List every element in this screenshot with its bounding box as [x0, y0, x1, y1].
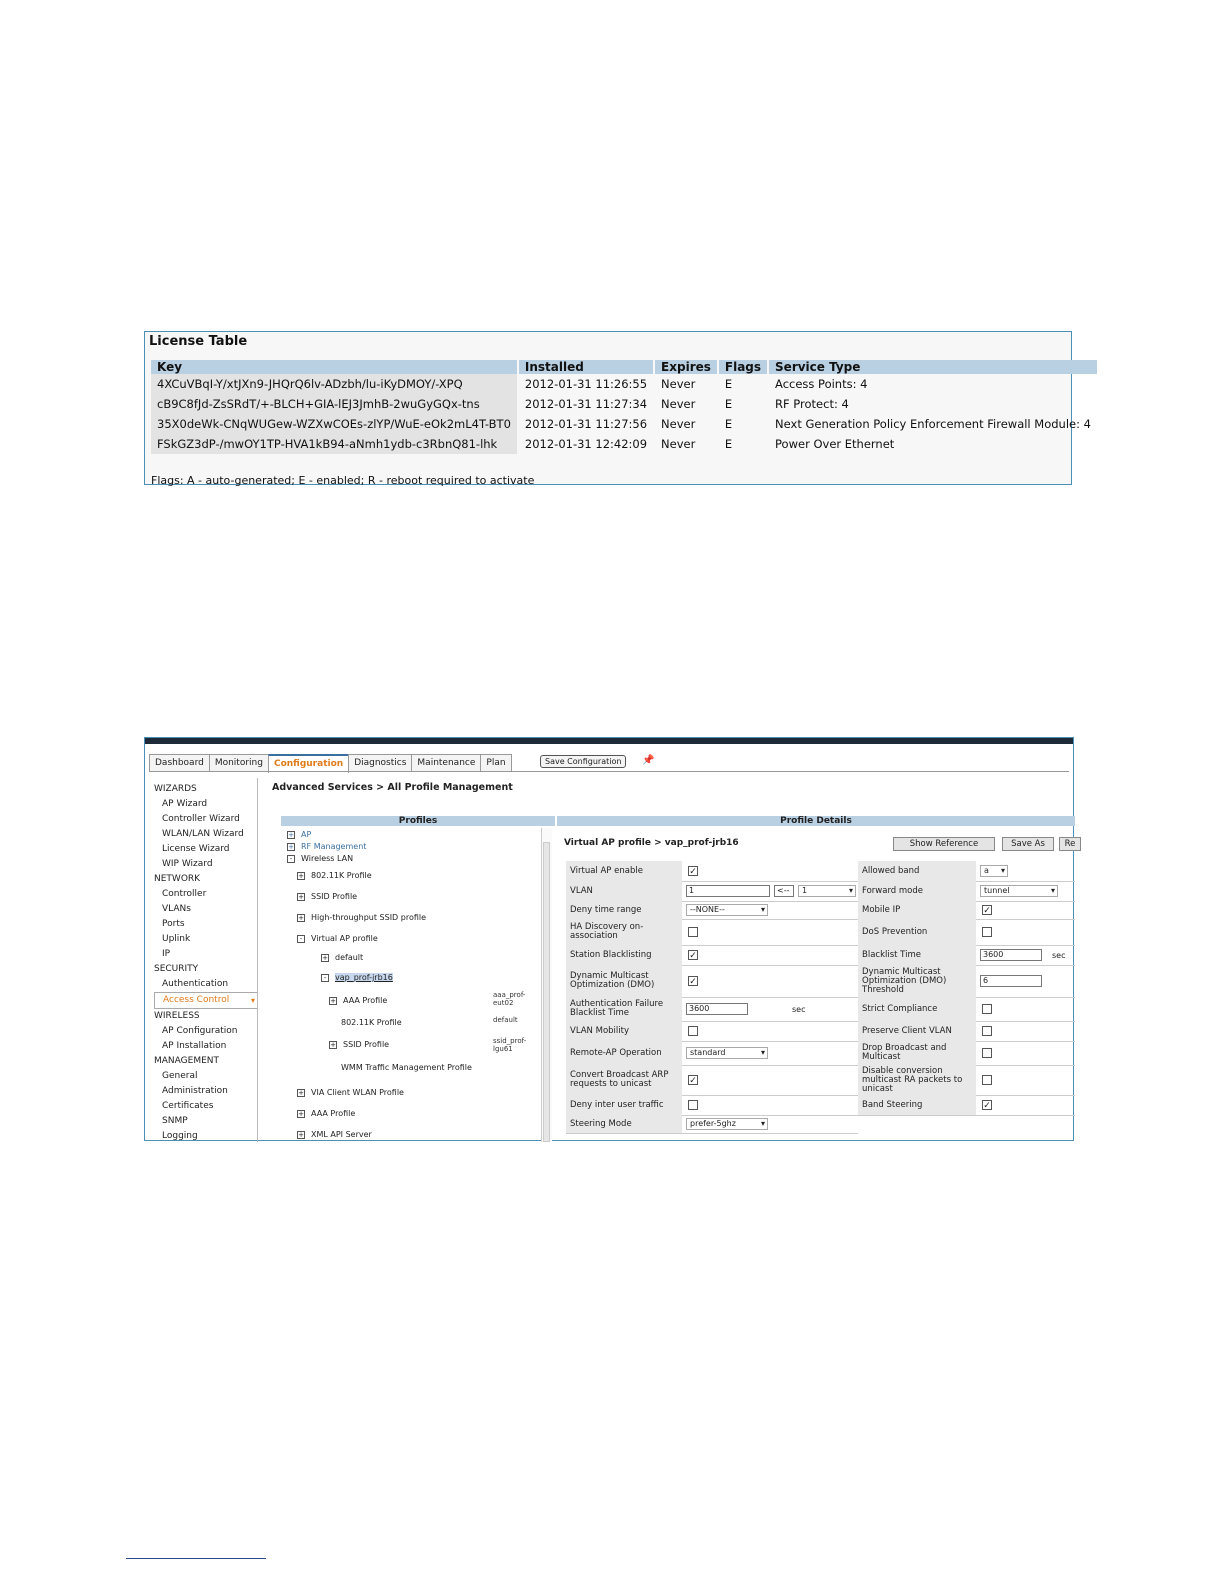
scrollbar-thumb[interactable] [543, 842, 550, 1142]
tab-diagnostics[interactable]: Diagnostics [348, 754, 412, 772]
field-row [566, 1065, 1075, 1096]
field-label: Station Blacklisting [566, 945, 682, 965]
field-value [980, 881, 1058, 901]
footnote-rule [126, 1558, 266, 1559]
sidebar-item[interactable]: Ports [162, 919, 185, 929]
field-value [980, 1095, 992, 1115]
vlan-input[interactable]: 1 [686, 885, 770, 897]
sidebar-item[interactable]: Certificates [162, 1101, 214, 1111]
expand-icon[interactable]: + [298, 913, 304, 922]
collapse-icon[interactable]: - [321, 974, 329, 982]
tree-node[interactable] [287, 830, 311, 839]
sidebar-item[interactable]: Uplink [162, 934, 191, 944]
license-cell: 2012-01-31 11:27:34 [524, 397, 648, 411]
field-label: Drop Broadcast and Multicast [858, 1041, 976, 1065]
tab-monitoring[interactable]: Monitoring [209, 754, 269, 772]
field-row [566, 1021, 1075, 1042]
sidebar-item[interactable]: WLAN/LAN Wizard [162, 829, 244, 839]
tree-node[interactable] [297, 892, 357, 901]
field-row [566, 1041, 1075, 1066]
field-value [980, 1065, 992, 1095]
sidebar-section: WIRELESS [154, 1011, 200, 1021]
field-value [686, 945, 698, 965]
license-cell: 2012-01-31 11:26:55 [524, 377, 648, 391]
field-value [686, 997, 806, 1021]
field-label: Forward mode [858, 881, 976, 901]
field-row [566, 861, 1075, 882]
license-cell: E [724, 417, 733, 431]
field-value [980, 861, 1008, 881]
checked-checkbox[interactable]: ✓ [689, 977, 697, 987]
sidebar-item[interactable]: WIP Wizard [162, 859, 213, 869]
tab-maintenance[interactable]: Maintenance [411, 754, 481, 772]
field-value [686, 1041, 768, 1065]
field-label: Deny time range [566, 901, 682, 919]
license-row [151, 434, 1097, 454]
field-value [980, 901, 992, 919]
field-label: Band Steering [858, 1095, 976, 1115]
expand-icon[interactable]: + [288, 842, 294, 851]
checkbox[interactable] [982, 1048, 992, 1058]
tree-node[interactable] [329, 1040, 389, 1049]
checkbox[interactable] [688, 1100, 698, 1110]
sidebar-nav [154, 782, 258, 1144]
license-cell: 2012-01-31 12:42:09 [524, 437, 648, 451]
reset-button[interactable]: Re [1059, 837, 1081, 851]
tree-node[interactable] [297, 1109, 355, 1118]
sidebar-item[interactable]: AP Wizard [162, 799, 208, 809]
field-label: HA Discovery on-association [566, 919, 682, 945]
text-input[interactable]: 6 [980, 975, 1042, 987]
field-row [566, 901, 1075, 920]
license-table-title: License Table [149, 334, 248, 349]
checked-checkbox[interactable]: ✓ [983, 1101, 991, 1111]
field-value [980, 945, 1066, 965]
sidebar-item[interactable]: Authentication [162, 979, 229, 989]
tree-node-label: SSID Profile [311, 892, 358, 901]
license-cell: cB9C8fJd-ZsSRdT/+-BLCH+GIA-lEJ3JmhB-2wuGyGQx-tns [151, 394, 517, 414]
tree-node-value: aaa_prof-eut02 [493, 991, 526, 1007]
license-cell: Access Points: 4 [775, 377, 868, 391]
sidebar-item[interactable]: IP [162, 949, 171, 959]
field-value [686, 965, 698, 997]
pin-icon[interactable]: 📌 [642, 755, 655, 766]
sidebar-item[interactable]: License Wizard [162, 844, 230, 854]
license-cell: Power Over Ethernet [775, 437, 895, 451]
save-as-button[interactable]: Save As [1002, 837, 1054, 851]
expand-icon[interactable]: + [288, 830, 294, 839]
field-value [686, 1021, 698, 1041]
field-label: Deny inter user traffic [566, 1095, 682, 1115]
license-cell: Next Generation Policy Enforcement Firewall Module: 4 [775, 417, 1091, 431]
license-col-header: Service Type [769, 360, 1097, 374]
field-row [566, 1095, 1075, 1116]
license-col-header: Flags [719, 360, 767, 374]
tree-node-label: AAA Profile [311, 1109, 356, 1118]
field-value [980, 919, 992, 945]
field-label: Mobile IP [858, 901, 976, 919]
tree-node[interactable] [297, 1130, 372, 1139]
field-row [566, 881, 1075, 902]
checkbox[interactable] [982, 1004, 992, 1014]
field-label: Blacklist Time [858, 945, 976, 965]
top-bar [145, 738, 1073, 744]
sidebar-item[interactable]: AP Configuration [162, 1026, 238, 1036]
field-row [566, 1115, 858, 1134]
field-label: VLAN [566, 881, 682, 901]
sidebar-item[interactable]: AP Installation [162, 1041, 227, 1051]
field-label: Steering Mode [566, 1115, 682, 1133]
tree-node[interactable] [287, 854, 353, 863]
checkbox[interactable] [982, 1026, 992, 1036]
tree-node-label: VIA Client WLAN Profile [311, 1088, 404, 1097]
field-label: Disable conversion multicast RA packets to unicast [858, 1065, 976, 1095]
field-value [980, 1041, 992, 1065]
checked-checkbox[interactable]: ✓ [689, 1076, 697, 1086]
license-cell: 35X0deWk-CNqWUGew-WZXwCOEs-zlYP/WuE-eOk2mL4T-BT0 [151, 414, 517, 434]
checkbox[interactable] [982, 927, 992, 937]
save-configuration-button[interactable]: Save Configuration [540, 755, 626, 768]
field-value [686, 901, 768, 919]
field-row [566, 965, 1075, 998]
flags-note: Flags: A - auto-generated; E - enabled; R - reboot required to activate [151, 474, 535, 487]
tree-node[interactable] [321, 953, 363, 962]
collapse-icon[interactable]: - [297, 935, 305, 943]
dropdown-select[interactable]: --NONE-- ▾ [686, 904, 768, 916]
sidebar-divider [257, 778, 258, 1142]
expand-icon[interactable]: + [330, 996, 336, 1005]
expand-icon[interactable]: + [298, 1109, 304, 1118]
profile-tree [281, 828, 539, 1142]
dropdown-select[interactable]: prefer-5ghz ▾ [686, 1118, 768, 1130]
field-label: VLAN Mobility [566, 1021, 682, 1041]
field-value [686, 1115, 768, 1133]
tab-configuration[interactable]: Configuration [268, 754, 349, 773]
dropdown-select[interactable]: standard ▾ [686, 1047, 768, 1059]
field-label: DoS Prevention [858, 919, 976, 945]
sidebar-item[interactable]: Controller Wizard [162, 814, 240, 824]
tree-node-label: SSID Profile [343, 1040, 390, 1049]
license-cell: Never [661, 377, 696, 391]
unit-label: sec [792, 1004, 806, 1014]
field-value [686, 881, 856, 901]
tree-node-value: default [493, 1016, 518, 1024]
tree-node-label: 802.11K Profile [311, 871, 372, 880]
sidebar-section: WIZARDS [154, 784, 197, 794]
unit-label: sec [1052, 950, 1066, 960]
sidebar-item[interactable]: Access Control ▾ [154, 992, 258, 1009]
tab-dashboard[interactable]: Dashboard [149, 754, 210, 772]
tree-node-label: 802.11K Profile [341, 1018, 402, 1027]
field-label: Remote-AP Operation [566, 1041, 682, 1065]
license-cell: Never [661, 417, 696, 431]
license-cell: 4XCuVBqI-Y/xtJXn9-JHQrQ6lv-ADzbh/lu-iKyDMOY/-XPQ [151, 374, 517, 394]
license-col-header: Key [151, 360, 517, 374]
field-value [686, 1065, 698, 1095]
tree-scrollbar[interactable] [541, 828, 552, 1142]
tree-node-value: ssid_prof-lgu61 [493, 1037, 527, 1053]
vlan-select[interactable]: 1 ▾ [798, 885, 856, 897]
license-table [149, 360, 1099, 454]
license-row [151, 374, 1097, 394]
tree-node[interactable] [297, 934, 378, 943]
tree-node[interactable] [297, 1088, 404, 1097]
license-cell: Never [661, 437, 696, 451]
tab-divider [149, 771, 1069, 772]
field-value [980, 1021, 992, 1041]
tree-node-label: WMM Traffic Management Profile [341, 1063, 472, 1072]
expand-icon[interactable]: + [322, 953, 328, 962]
collapse-icon[interactable]: - [287, 855, 295, 863]
expand-icon[interactable]: + [330, 1040, 336, 1049]
checked-checkbox[interactable]: ✓ [689, 951, 697, 961]
field-label: Dynamic Multicast Optimization (DMO) Threshold [858, 965, 976, 997]
license-cell: Never [661, 397, 696, 411]
vlan-arrow-button[interactable]: <-- [774, 885, 794, 897]
sidebar-item[interactable]: SNMP [162, 1116, 188, 1126]
show-reference-button[interactable]: Show Reference [893, 837, 995, 851]
license-col-header: Expires [655, 360, 717, 374]
license-cell: 2012-01-31 11:27:56 [524, 417, 648, 431]
sidebar-item[interactable]: Administration [162, 1086, 228, 1096]
tree-node[interactable] [321, 973, 393, 982]
field-value [686, 861, 698, 881]
sidebar-section: MANAGEMENT [154, 1056, 219, 1066]
profiles-header: Profiles [281, 816, 555, 826]
profile-details-header: Profile Details [557, 816, 1075, 826]
sidebar-item[interactable]: VLANs [162, 904, 191, 914]
checked-checkbox[interactable]: ✓ [983, 906, 991, 916]
tree-node-label: RF Management [301, 842, 367, 851]
field-label: Strict Compliance [858, 997, 976, 1021]
field-label: Virtual AP enable [566, 861, 682, 881]
license-cell: FSkGZ3dP-/mwOY1TP-HVA1kB94-aNmh1ydb-c3RbnQ81-lhk [151, 434, 517, 454]
sidebar-item[interactable]: Logging [162, 1131, 198, 1141]
text-input[interactable]: 3600 [686, 1003, 748, 1015]
field-label: Allowed band [858, 861, 976, 881]
text-input[interactable]: 3600 [980, 949, 1042, 961]
field-value [686, 1095, 698, 1115]
tree-node[interactable] [329, 996, 387, 1005]
license-row [151, 414, 1097, 434]
tree-node-label: High-throughput SSID profile [311, 913, 427, 922]
expand-icon[interactable]: + [298, 871, 304, 880]
tree-node[interactable] [297, 871, 372, 880]
breadcrumb: Advanced Services > All Profile Management [272, 782, 513, 793]
tree-node-label: AAA Profile [343, 996, 388, 1005]
tree-node-label: AP [301, 830, 312, 839]
tree-node[interactable] [341, 1018, 402, 1027]
field-label: Convert Broadcast ARP requests to unicast [566, 1065, 682, 1095]
checkbox[interactable] [688, 927, 698, 937]
vap-profile-title: Virtual AP profile > vap_prof-jrb16 [564, 838, 739, 848]
field-value [980, 997, 992, 1021]
field-label: Authentication Failure Blacklist Time [566, 997, 682, 1021]
tree-node-label: XML API Server [311, 1130, 372, 1139]
field-row [566, 945, 1075, 966]
tree-node-label: Virtual AP profile [311, 934, 378, 943]
tree-node-label: vap_prof-jrb16 [335, 973, 393, 982]
expand-icon[interactable]: + [298, 892, 304, 901]
tree-node-label: default [335, 953, 364, 962]
license-row [151, 394, 1097, 414]
sidebar-section: NETWORK [154, 874, 201, 884]
tab-plan[interactable]: Plan [480, 754, 511, 772]
field-row [566, 919, 1075, 946]
dropdown-select[interactable]: tunnel ▾ [980, 885, 1058, 897]
tree-node[interactable] [297, 913, 426, 922]
license-table-panel [144, 331, 1091, 487]
dropdown-select[interactable]: a ▾ [980, 865, 1008, 877]
field-label: Dynamic Multicast Optimization (DMO) [566, 965, 682, 997]
field-value [980, 965, 1042, 997]
license-cell: E [724, 397, 733, 411]
sidebar-item[interactable]: General [162, 1071, 198, 1081]
field-label: Preserve Client VLAN [858, 1021, 976, 1041]
controller-ui-panel [144, 737, 1074, 1141]
sidebar-item[interactable]: Controller [162, 889, 207, 899]
checked-checkbox[interactable]: ✓ [689, 867, 697, 877]
expand-icon[interactable]: + [298, 1130, 304, 1139]
field-value [686, 919, 698, 945]
checkbox[interactable] [982, 1075, 992, 1085]
license-cell: E [724, 437, 733, 451]
license-col-header: Installed [519, 360, 653, 374]
license-cell: E [724, 377, 733, 391]
expand-icon[interactable]: + [298, 1088, 304, 1097]
sidebar-section: SECURITY [154, 964, 199, 974]
field-row [566, 997, 1075, 1022]
tree-node-label: Wireless LAN [301, 854, 354, 863]
checkbox[interactable] [688, 1026, 698, 1036]
tree-node[interactable] [287, 842, 366, 851]
license-cell: RF Protect: 4 [775, 397, 849, 411]
tree-node[interactable] [341, 1063, 472, 1072]
